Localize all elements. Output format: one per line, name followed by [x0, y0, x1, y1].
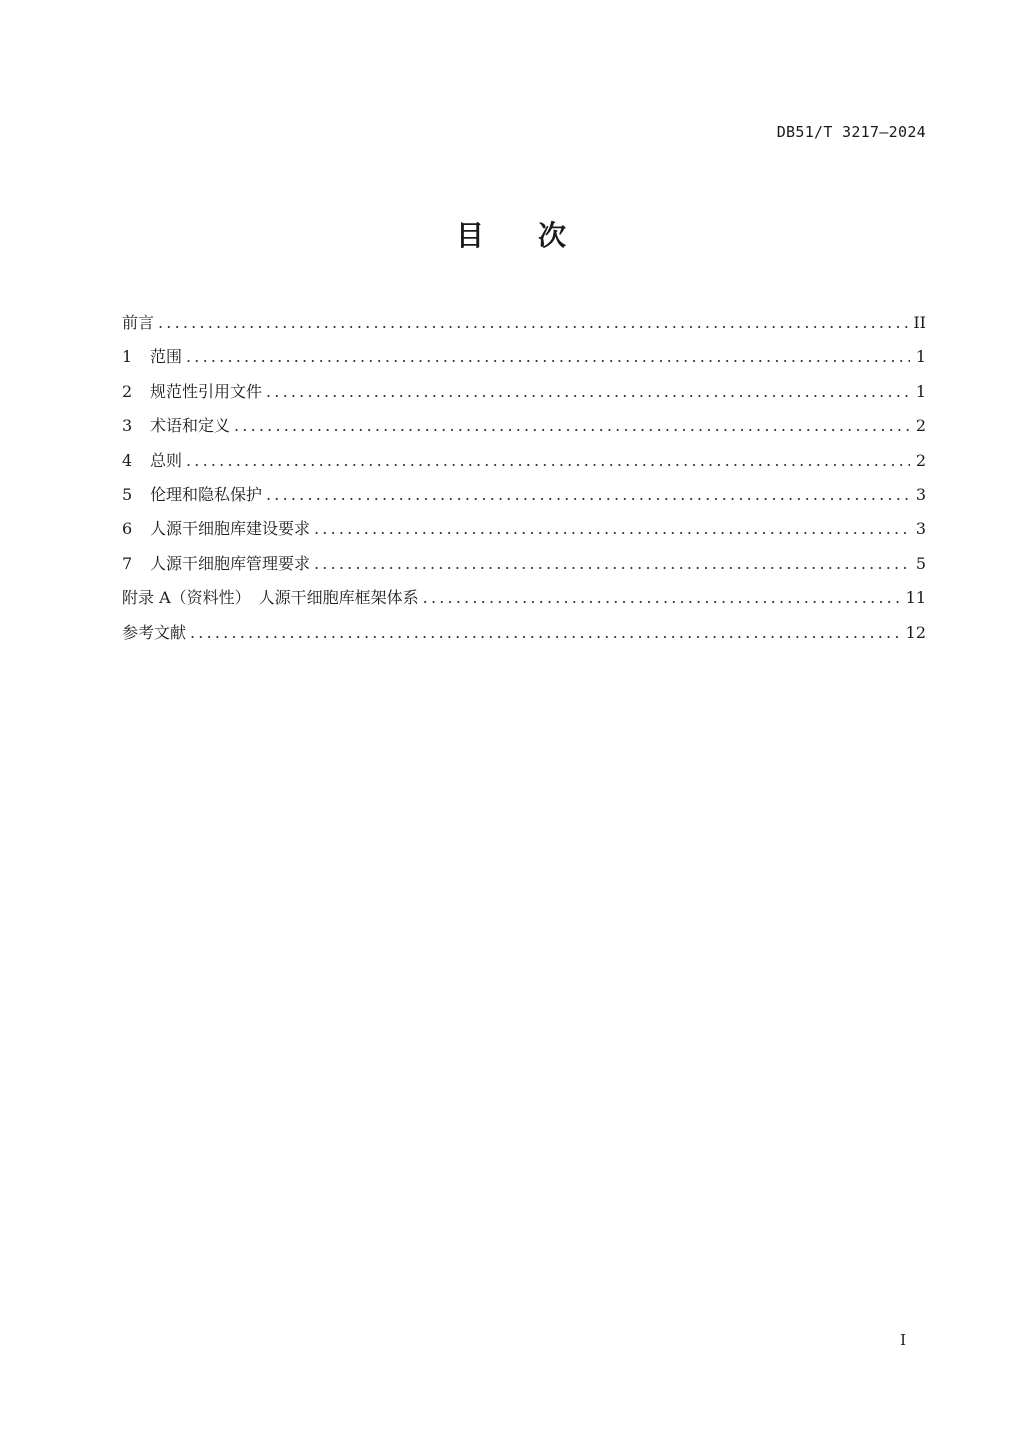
toc-entry-page: 3 — [915, 519, 926, 539]
toc-entry-label: 参考文献 — [122, 622, 187, 642]
toc-entry-terms-definitions[interactable] — [122, 412, 926, 446]
toc-entry-label: 人源干细胞库建设要求 — [150, 519, 311, 539]
toc-leader-dots — [186, 343, 910, 371]
toc-entry-number: 7 — [122, 553, 133, 573]
toc-entry-bibliography[interactable] — [122, 619, 926, 653]
toc-leader-dots — [186, 447, 910, 475]
toc-leader-dots — [158, 309, 909, 337]
toc-list — [122, 309, 926, 653]
toc-entry-number: 1 — [122, 347, 133, 367]
toc-entry-label: 伦理和隐私保护 — [150, 484, 263, 504]
toc-entry-ethics-privacy[interactable] — [122, 481, 926, 515]
toc-entry-number: 3 — [122, 416, 133, 436]
toc-leader-dots — [266, 378, 910, 406]
toc-leader-dots — [234, 412, 910, 440]
toc-entry-label: 人源干细胞库管理要求 — [150, 553, 311, 573]
toc-leader-dots — [423, 584, 902, 612]
toc-title-char-1: 目 — [455, 219, 486, 252]
toc-entry-label: 规范性引用文件 — [150, 381, 263, 401]
toc-entry-management-requirements[interactable] — [122, 550, 926, 584]
toc-title-char-2: 次 — [538, 219, 569, 252]
toc-entry-number: 5 — [122, 484, 133, 504]
toc-entry-label: 附录 A（资料性） 人源干细胞库框架体系 — [122, 588, 419, 608]
toc-entry-label: 术语和定义 — [150, 416, 231, 436]
document-code: DB51/T 3217—2024 — [776, 123, 926, 141]
toc-title — [0, 214, 1024, 254]
toc-entry-page: 11 — [905, 588, 926, 608]
toc-entry-page: 5 — [915, 553, 926, 573]
toc-entry-label: 总则 — [150, 450, 183, 470]
toc-entry-page: 12 — [905, 622, 926, 642]
toc-entry-general[interactable] — [122, 447, 926, 481]
toc-leader-dots — [314, 515, 910, 543]
toc-leader-dots — [314, 550, 910, 578]
toc-entry-page: 3 — [915, 484, 926, 504]
toc-entry-number: 2 — [122, 381, 133, 401]
toc-entry-page: 2 — [915, 450, 926, 470]
toc-entry-label: 前言 — [122, 313, 155, 332]
toc-entry-number: 4 — [122, 450, 133, 470]
toc-leader-dots — [266, 481, 910, 509]
toc-entry-page: 1 — [915, 347, 926, 367]
toc-entry-label: 范围 — [150, 347, 183, 367]
toc-entry-annex-a[interactable] — [122, 584, 926, 618]
toc-leader-dots — [190, 619, 902, 647]
toc-entry-construction-requirements[interactable] — [122, 515, 926, 549]
toc-entry-page: 2 — [915, 416, 926, 436]
page-number: I — [900, 1331, 906, 1349]
toc-entry-scope[interactable] — [122, 343, 926, 377]
toc-entry-number: 6 — [122, 519, 133, 539]
toc-entry-normative-references[interactable] — [122, 378, 926, 412]
toc-entry-page: 1 — [915, 381, 926, 401]
toc-entry-foreword[interactable] — [122, 309, 926, 343]
toc-entry-page: II — [913, 313, 926, 332]
